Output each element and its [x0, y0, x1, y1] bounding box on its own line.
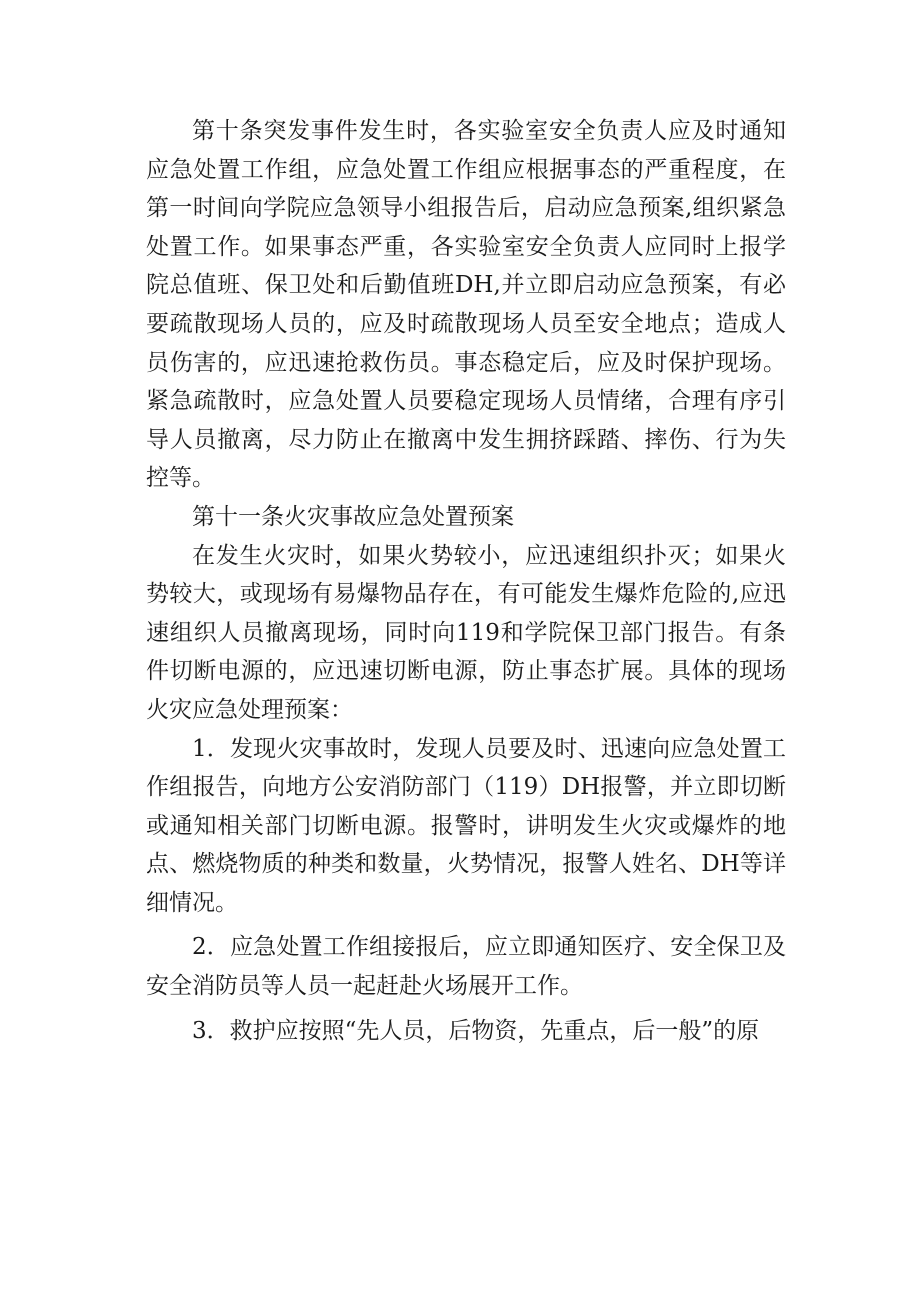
paragraph-article-10: 第十条突发事件发生时，各实验室安全负责人应及时通知应急处置工作组，应急处置工作组应根据事态的严重程度，在第一时间向学院应急领导小组报告后，启动应急预案,组织紧急处置工作。如果事态严重，各实验室安全负责人应同时上报学院总值班、保卫处和后勤值班DH,并立即启动应急预案，有必要疏散现场人员的，应及时疏散现场人员至安全地点；造成人员伤害的，应迅速抢救伤员。事态稳定后，应及时保护现场。紧急疏散时，应急处置人员要稳定现场人员情绪，合理有序引导人员撤离，尽力防止在撤离中发生拥挤踩踏、摔伤、行为失控等。	[146, 118, 786, 492]
heading-article-11: 第十一条火灾事故应急处置预案	[192, 503, 514, 530]
document-body	[146, 112, 786, 1050]
paragraph-item-2: 2．应急处置工作组接报后，应立即通知医疗、安全保卫及安全消防员等人员一起赶赴火场展开工作。	[146, 934, 786, 1000]
paragraph-item-1: 1．发现火灾事故时，发现人员要及时、迅速向应急处置工作组报告，向地方公安消防部门（119）DH报警，并立即切断或通知相关部门切断电源。报警时，讲明发生火灾或爆炸的地点、燃烧物质的种类和数量，火势情况，报警人姓名、DH等详细情况。	[146, 735, 786, 916]
paragraph-item-3: 3．救护应按照“先人员，后物资，先重点，后一般”的原	[192, 1017, 760, 1044]
paragraph-fire-plan-intro: 在发生火灾时，如果火势较小，应迅速组织扑灭；如果火势较大，或现场有易爆物品存在，有可能发生爆炸危险的,应迅速组织人员撤离现场，同时向119和学院保卫部门报告。有条件切断电源的，应迅速切断电源，防止事态扩展。具体的现场火灾应急处理预案：	[146, 542, 786, 723]
